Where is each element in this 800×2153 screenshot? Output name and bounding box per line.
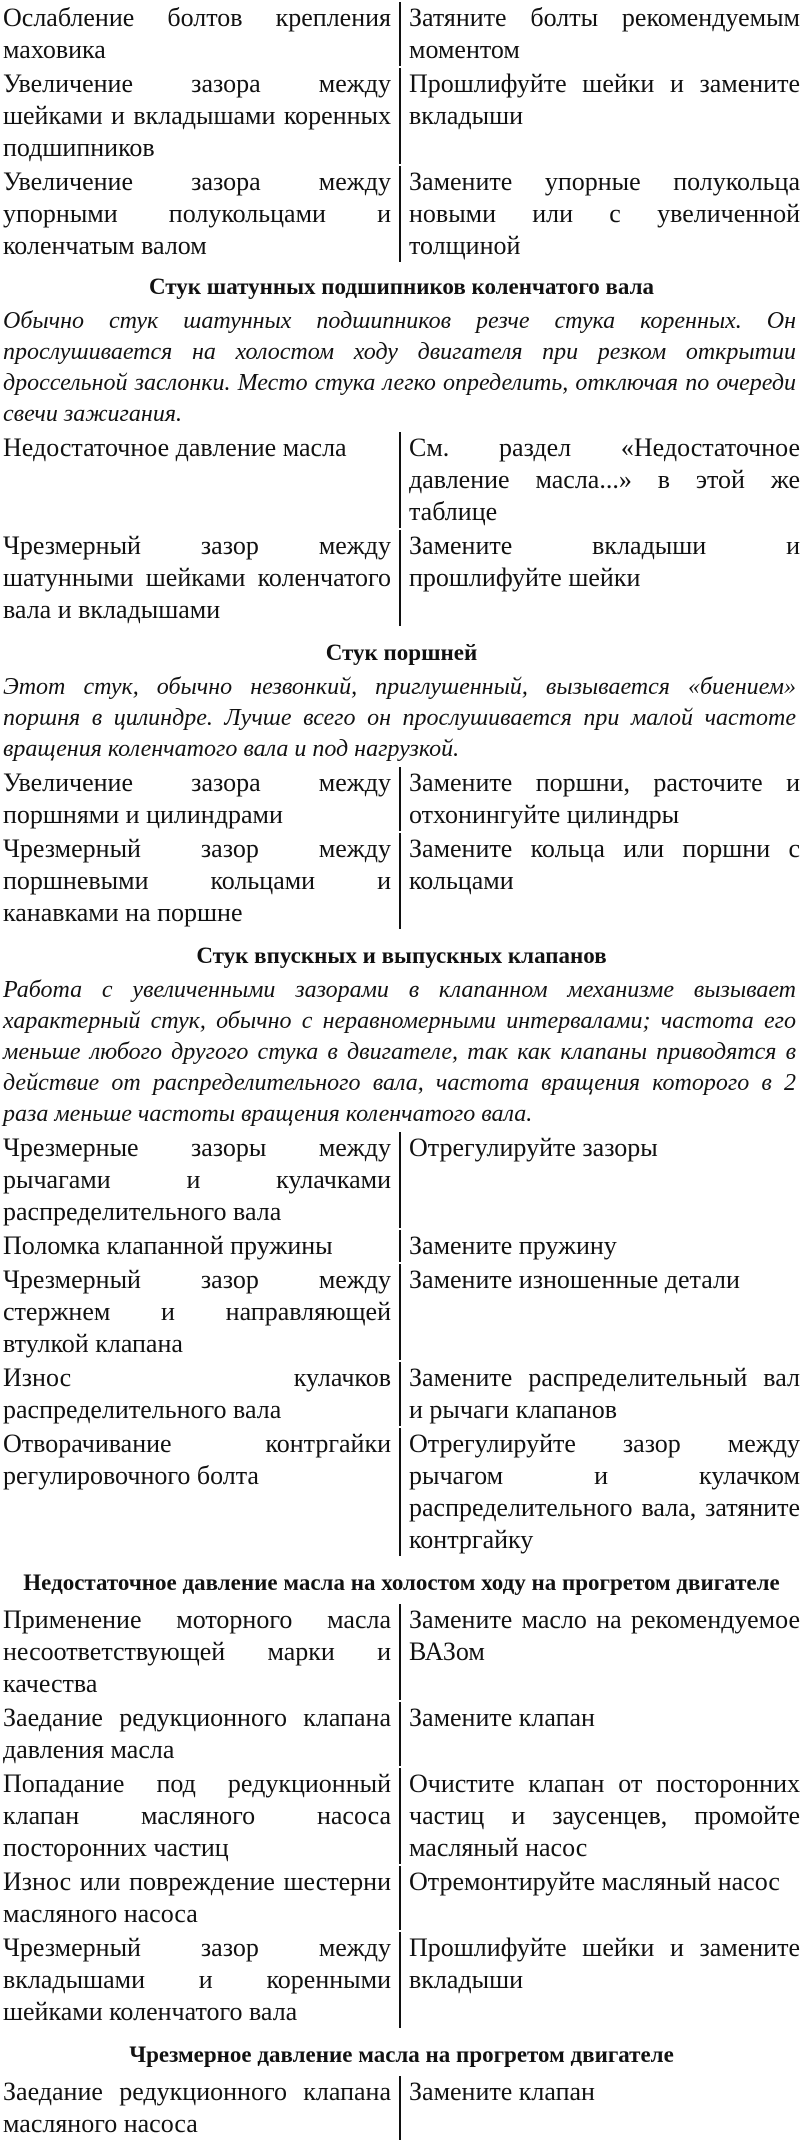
remedy-cell: Отрегулируйте зазор между рычагом и кулачком распределительного вала, затяните контргайку: [399, 1428, 800, 1556]
remedy-cell: Замените изношенные детали: [399, 1264, 800, 1360]
table-row: [3, 1932, 800, 2028]
table-row: [3, 1230, 800, 1262]
cause-cell: Увеличение зазора между поршнями и цилиндрами: [3, 768, 391, 829]
remedy-cell: Замените масло на рекомендуемое ВАЗом: [399, 1604, 800, 1700]
section-heading: Стук впускных и выпускных клапанов: [196, 943, 607, 968]
cause-cell: Чрезмерный зазор между вкладышами и коренными шейками коленчатого вала: [3, 1933, 391, 2026]
remedy-cell: Замените клапан: [399, 2076, 800, 2140]
table-row: [3, 530, 800, 626]
remedy-cell: Затяните болты рекомендуемым моментом: [399, 2, 800, 66]
cause-cell: Ослабление болтов крепления маховика: [3, 3, 391, 64]
remedy-cell: Замените кольца или поршни с кольцами: [399, 833, 800, 929]
remedy-cell: Замените клапан: [399, 1702, 800, 1766]
cause-cell: Чрезмерный зазор между поршневыми кольцами и канавками на поршне: [3, 834, 391, 927]
remedy-cell: Замените вкладыши и прошлифуйте шейки: [399, 530, 800, 626]
cause-cell: Отворачивание контргайки регулировочного болта: [3, 1429, 391, 1490]
remedy-cell: Замените упорные полукольца новыми или с увеличенной толщиной: [399, 166, 800, 262]
section-heading: Чрезмерное давление масла на прогретом двигателе: [129, 2042, 674, 2067]
table-row: [3, 1428, 800, 1556]
remedy-cell: Прошлифуйте шейки и замените вкладыши: [399, 1932, 800, 2028]
table-row: [3, 1132, 800, 1228]
remedy-cell: См. раздел «Недостаточное давление масла...» в этой же таблице: [399, 432, 800, 528]
table-row: [3, 68, 800, 164]
table-row: [3, 2, 800, 66]
remedy-cell: Очистите клапан от посторонних частиц и заусенцев, промойте масляный насос: [399, 1768, 800, 1864]
remedy-cell: Отрегулируйте зазоры: [399, 1132, 800, 1228]
cause-cell: Износ кулачков распределительного вала: [3, 1363, 391, 1424]
cause-cell: Недостаточное давление масла: [3, 433, 347, 462]
section-note: Работа с увеличенными зазорами в клапанном механизме вызывает характерный стук, обычно с неравномерными интервалами; частота его меньше любого другого стука в двигателе, так как клапаны приводятся в действие от распределительного вала, частота вращения которого в 2 раза меньше частоты вращения коленчатого вала.: [3, 977, 796, 1127]
table-row: [3, 1768, 800, 1864]
table-row: [3, 1264, 800, 1360]
cause-cell: Поломка клапанной пружины: [3, 1231, 333, 1260]
cause-cell: Заедание редукционного клапана давления масла: [3, 1703, 391, 1764]
remedy-cell: Отремонтируйте масляный насос: [399, 1866, 800, 1930]
table-row: [3, 1604, 800, 1700]
table-row: [3, 2076, 800, 2140]
table-row: [3, 1702, 800, 1766]
cause-cell: Увеличение зазора между шейками и вкладышами коренных подшипников: [3, 69, 391, 162]
remedy-cell: Замените распределительный вал и рычаги клапанов: [399, 1362, 800, 1426]
cause-cell: Чрезмерные зазоры между рычагами и кулачками распределительного вала: [3, 1133, 391, 1226]
remedy-cell: Прошлифуйте шейки и замените вкладыши: [399, 68, 800, 164]
cause-cell: Чрезмерный зазор между стержнем и направляющей втулкой клапана: [3, 1265, 391, 1358]
table-row: [3, 1362, 800, 1426]
table-row: [3, 1866, 800, 1930]
section-heading: Стук шатунных подшипников коленчатого вала: [148, 274, 655, 299]
cause-cell: Попадание под редукционный клапан масляного насоса посторонних частиц: [3, 1769, 391, 1862]
table-row: [3, 833, 800, 929]
remedy-cell: Замените поршни, расточите и отхонингуйте цилиндры: [399, 767, 800, 831]
remedy-cell: Замените пружину: [399, 1230, 800, 1262]
table-row: [3, 166, 800, 262]
section-note: Этот стук, обычно незвонкий, приглушенный, вызывается «биением» поршня в цилиндре. Лучше всего он прослушивается при малой частоте вращения коленчатого вала и под нагрузкой.: [3, 674, 796, 762]
cause-cell: Износ или повреждение шестерни масляного насоса: [3, 1867, 391, 1928]
section-note: Обычно стук шатунных подшипников резче стука коренных. Он прослушивается на холостом ходу двигателя при резком открытии дроссельной заслонки. Место стука легко определить, отключая по очереди свечи зажигания.: [3, 308, 796, 427]
table-row: [3, 432, 800, 528]
cause-cell: Заедание редукционного клапана масляного насоса: [3, 2077, 391, 2138]
table-row: [3, 767, 800, 831]
cause-cell: Увеличение зазора между упорными полукольцами и коленчатым валом: [3, 167, 391, 260]
cause-cell: Чрезмерный зазор между шатунными шейками коленчатого вала и вкладышами: [3, 531, 391, 624]
section-heading: Недостаточное давление масла на холостом ходу на прогретом двигателе: [23, 1570, 780, 1595]
cause-cell: Применение моторного масла несоответствующей марки и качества: [3, 1605, 391, 1698]
section-heading: Стук поршней: [325, 640, 478, 665]
